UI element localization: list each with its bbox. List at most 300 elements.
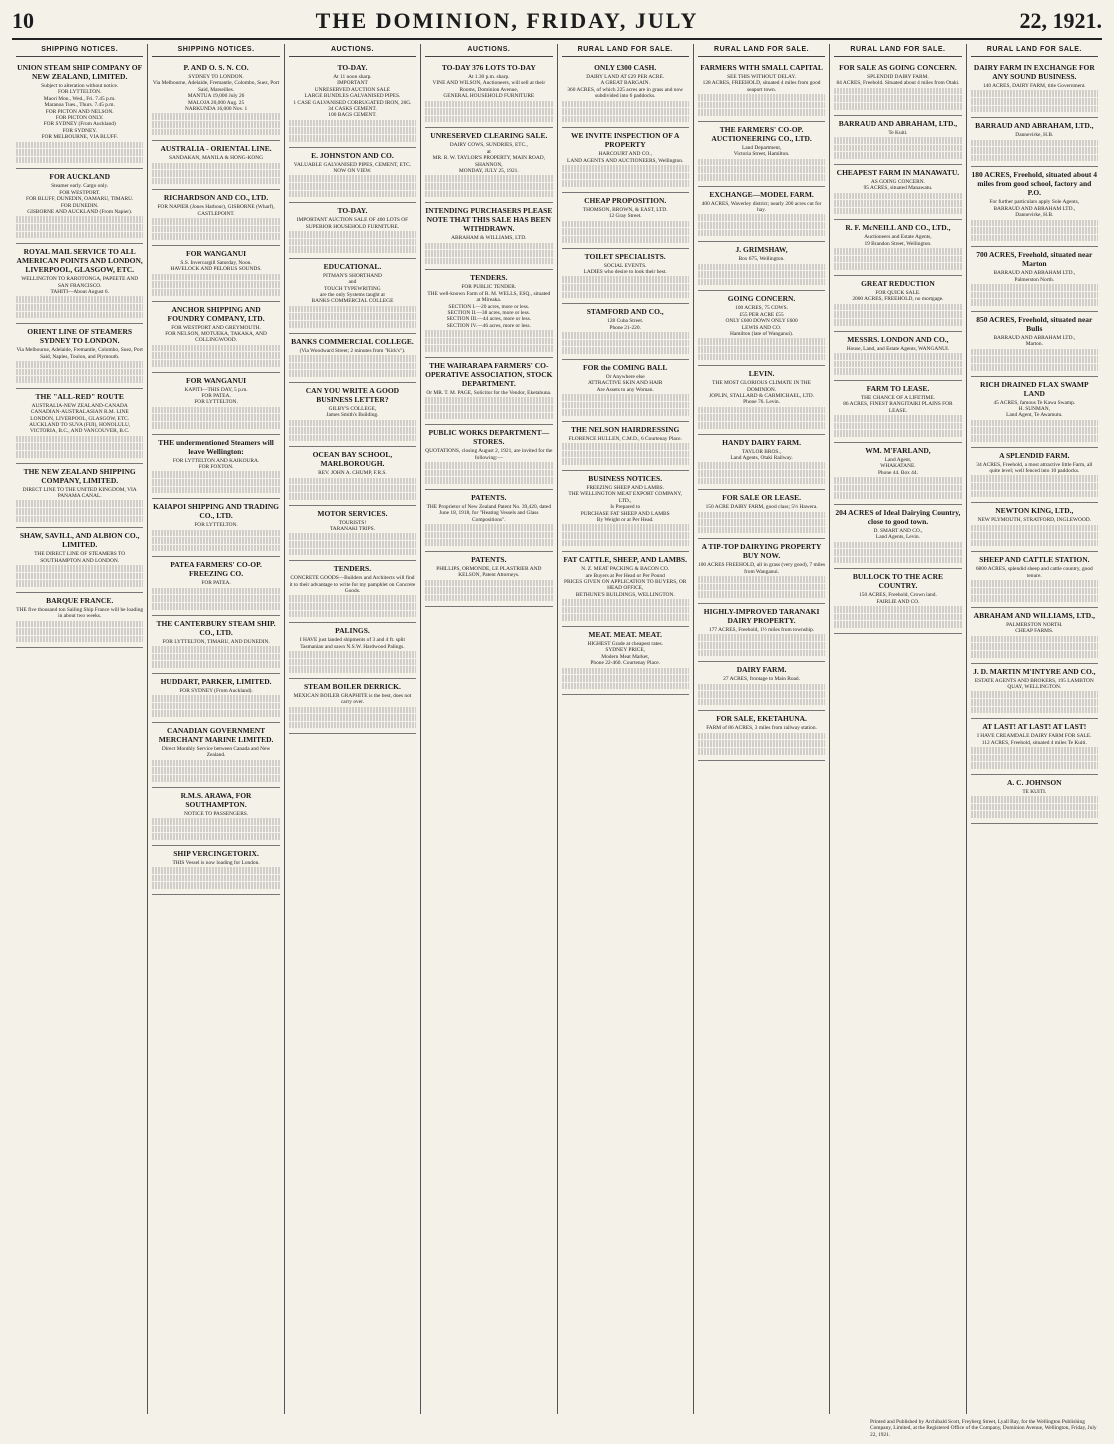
body-text-texture <box>562 276 689 283</box>
body-text-texture <box>562 458 689 465</box>
body-text-texture <box>16 157 143 164</box>
advertisement <box>289 334 416 383</box>
ad-line: LADIES who desire to look their best. <box>583 269 667 275</box>
ad-line: MANTUA 19,000 July 26 <box>187 93 245 100</box>
ad-line: Phone 44. Box 44. <box>877 469 918 476</box>
advertisement <box>152 60 279 141</box>
ad-line: Direct Monthly Service between Canada and New Zealand. <box>161 745 271 759</box>
ad-title: SHIP VERCINGETORIX. <box>173 848 259 858</box>
ad-line: Are Assets to any Woman. <box>596 386 654 393</box>
body-text-texture <box>152 178 279 185</box>
body-text-texture <box>425 405 552 412</box>
body-text-texture <box>971 707 1098 714</box>
advertisement <box>562 249 689 305</box>
ad-title: EDUCATIONAL. <box>323 261 382 271</box>
advertisement <box>834 165 961 221</box>
ad-line: FOR PUBLIC TENDER. <box>461 284 517 291</box>
ad-line: NOTICE TO PASSENGERS. <box>183 810 249 817</box>
ad-title: A SPLENDID FARM. <box>999 450 1070 460</box>
body-text-texture <box>834 415 961 422</box>
body-text-texture <box>698 576 825 583</box>
ad-line: NARKUNDA 16,000 Nov. 1 <box>184 106 248 113</box>
body-text-texture <box>289 611 416 618</box>
body-text-texture <box>16 142 143 149</box>
body-text-texture <box>971 475 1098 482</box>
body-text-texture <box>152 654 279 661</box>
advertisement <box>834 332 961 381</box>
ad-line: HAVELOCK AND PELORUS SOUNDS. <box>170 266 262 273</box>
ad-line: Subject to alteration without notice. <box>41 83 119 89</box>
body-text-texture <box>698 102 825 109</box>
ad-title: BULLOCK TO THE ACRE COUNTRY. <box>852 572 944 591</box>
advertisement <box>289 383 416 448</box>
ad-line: GILBY'S COLLEGE, <box>328 405 377 412</box>
ad-title: PATENTS. <box>471 492 507 502</box>
body-text-texture <box>698 519 825 526</box>
body-text-texture <box>698 407 825 414</box>
body-text-texture <box>698 699 825 706</box>
advertisement <box>289 259 416 334</box>
ad-line: Steamer early. Cargo only. <box>51 183 109 190</box>
body-text-texture <box>152 818 279 825</box>
ad-line: FOR WESTPORT. <box>59 189 101 196</box>
body-text-texture <box>834 606 961 613</box>
column-4 <box>421 44 557 1414</box>
ad-line: 100 ACRES FREEHOLD, all in grass (very good), 7 miles from Wanganui. <box>698 562 826 575</box>
body-text-texture <box>289 659 416 666</box>
imprint-footer: Printed and Published by Archibald Scott, Freyberg Street, Lyall Bay, for the Wellington Publishing Company, Limited, at the Registered Office of the Company, Dominion Avenue, Wellington, Friday, July 22, 1921. <box>870 1418 1097 1438</box>
body-text-texture <box>971 755 1098 762</box>
ad-line: FOR LYTTELTON. <box>194 399 238 406</box>
body-text-texture <box>562 675 689 682</box>
body-text-texture <box>152 882 279 889</box>
ad-line: are Buyers at Per Head or Per Pound <box>585 572 665 579</box>
ad-line: Maori Mon., Wed., Fri. 7.45 p.m. <box>43 95 116 102</box>
column-2 <box>148 44 284 1414</box>
advertisement <box>152 141 279 190</box>
ad-line: KAPITI—THIS DAY, 5 p.m. <box>184 386 248 393</box>
body-text-texture <box>16 621 143 628</box>
body-text-texture <box>562 394 689 401</box>
ad-line: TOURISTS! <box>338 519 367 526</box>
body-text-texture <box>289 595 416 602</box>
body-text-texture <box>562 402 689 409</box>
body-text-texture <box>698 470 825 477</box>
ad-line: N. Z. MEAT PACKING & BACON CO. <box>581 566 670 573</box>
body-text-texture <box>834 137 961 144</box>
ad-line: 19 Brandon Street, Wellington. <box>864 240 932 247</box>
ad-line: 177 ACRES, Freehold, 1½ miles from township. <box>709 626 815 633</box>
issue-date: 22, 1921. <box>1019 8 1102 33</box>
body-text-texture <box>289 651 416 658</box>
ad-title: TO-DAY. <box>337 63 368 72</box>
ad-title: STAMFORD AND CO., <box>586 307 664 317</box>
body-text-texture <box>562 173 689 180</box>
body-text-texture <box>152 233 279 240</box>
body-text-texture <box>425 250 552 257</box>
body-text-texture <box>16 451 143 458</box>
ad-line: Land Agents, Otaki Railway. <box>730 455 793 461</box>
advertisement <box>698 187 825 243</box>
body-text-texture <box>152 875 279 882</box>
ad-line: Land Department, <box>741 145 782 151</box>
advertisement <box>971 552 1098 608</box>
ad-title: FOR WANGANUI <box>186 249 247 258</box>
ad-line: Marton. <box>1025 341 1043 348</box>
column-header: RURAL LAND FOR SALE. <box>698 44 825 57</box>
advertisement <box>289 679 416 735</box>
body-text-texture <box>425 595 552 602</box>
body-text-texture <box>16 516 143 523</box>
body-text-texture <box>698 230 825 237</box>
ad-line: MALOJA 20,000 Aug. 25 <box>187 99 245 106</box>
ad-line: BARRAUD AND ABRAHAM LTD., <box>993 334 1076 341</box>
ad-title: CHEAPEST FARM IN MANAWATU. <box>836 167 960 177</box>
ad-line: THOMSON, BROWN, & EAST, LTD. <box>582 207 668 213</box>
body-text-texture <box>971 691 1098 698</box>
ad-title: SHAW, SAVILL, AND ALBION CO., LIMITED. <box>19 531 140 550</box>
body-text-texture <box>152 281 279 288</box>
body-text-texture <box>425 413 552 420</box>
body-text-texture <box>698 159 825 166</box>
ad-line: FOR DUNEDIN. <box>60 202 99 209</box>
ad-title: MESSRS. LONDON AND CO., <box>847 334 949 344</box>
body-text-texture <box>698 591 825 598</box>
ad-line: 100 ACRES, 75 COWS. <box>735 305 788 312</box>
ad-title: 180 ACRES, Freehold, situated about 4 miles from good school, factory and P.O. <box>971 170 1098 198</box>
advertisement <box>16 324 143 389</box>
body-text-texture <box>834 477 961 484</box>
ad-line: 150 ACRE DAIRY FARM, good class; 5½ Hawera. <box>705 504 818 511</box>
advertisement <box>562 471 689 552</box>
page-number: 10 <box>12 8 34 33</box>
body-text-texture <box>152 760 279 767</box>
ad-title: INTENDING PURCHASERS PLEASE NOTE THAT THIS SALE HAS BEEN WITHDRAWN. <box>425 206 553 234</box>
advertisement <box>698 291 825 366</box>
body-text-texture <box>834 95 961 102</box>
body-text-texture <box>698 354 825 361</box>
ad-title: BANKS COMMERCIAL COLLEGE. <box>291 336 414 346</box>
ad-line: SECTION I.—20 acres, more or less. <box>448 303 530 310</box>
ad-line: PHILLIPS, ORMONDE, LE PLASTRIER AND KELSON, Patent Attorneys. <box>436 565 542 579</box>
ad-title: ONLY £300 CASH. <box>594 63 657 72</box>
ad-line: LEWIS AND CO. <box>741 324 782 331</box>
body-text-texture <box>289 135 416 142</box>
ad-line: SEE THIS WITHOUT DELAY. <box>727 74 796 80</box>
body-text-texture <box>289 493 416 500</box>
ad-line: CHEAP FARMS. <box>1015 628 1054 635</box>
ad-title: RICHARDSON AND CO., LTD. <box>163 193 269 203</box>
body-text-texture <box>562 228 689 235</box>
ad-line: I HAVE CREAMDALE DAIRY FARM FOR SALE. <box>977 733 1092 740</box>
body-text-texture <box>152 537 279 544</box>
body-text-texture <box>834 200 961 207</box>
ad-title: DAIRY FARM IN EXCHANGE FOR ANY SOUND BUSINESS. <box>973 63 1095 81</box>
ad-title: FOR SALE, EKETAHUNA. <box>716 714 807 724</box>
body-text-texture <box>698 642 825 649</box>
advertisement <box>152 246 279 302</box>
body-text-texture <box>289 239 416 246</box>
column-5 <box>558 44 694 1414</box>
body-text-texture <box>152 226 279 233</box>
body-text-texture <box>971 220 1098 227</box>
ad-line: 34 CASKS CEMENT. <box>328 106 377 113</box>
ad-line: HARCOURT AND CO., <box>598 151 652 158</box>
column-header: AUCTIONS. <box>425 44 552 57</box>
body-text-texture <box>152 170 279 177</box>
body-text-texture <box>16 216 143 223</box>
ad-line: TAHITI—About August 6. <box>50 289 109 296</box>
body-text-texture <box>698 214 825 221</box>
body-text-texture <box>562 607 689 614</box>
body-text-texture <box>152 603 279 610</box>
ad-line: FREEZING SHEEP AND LAMBS. <box>586 484 665 491</box>
column-3 <box>285 44 421 1414</box>
body-text-texture <box>971 483 1098 490</box>
ad-line: Land Agent, <box>884 456 912 463</box>
ad-line: FAIRLIE AND CO. <box>876 598 920 605</box>
ad-line: DIRECT LINE TO THE UNITED KINGDOM, VIA PANAMA CANAL. <box>22 486 137 500</box>
body-text-texture <box>289 127 416 134</box>
ad-line: 128 ACRES, FREEHOLD, situated 4 miles from good seaport town. <box>702 80 821 93</box>
body-text-texture <box>971 643 1098 650</box>
advertisement <box>16 244 143 324</box>
ad-line: FOR QUICK SALE. <box>875 289 921 296</box>
body-text-texture <box>698 414 825 421</box>
advertisement <box>289 148 416 204</box>
advertisement <box>971 448 1098 504</box>
body-text-texture <box>289 666 416 673</box>
advertisement <box>971 664 1098 720</box>
ad-line: BARRAUD AND ABRAHAM LTD., <box>993 205 1076 212</box>
column-header: SHIPPING NOTICES. <box>16 44 143 57</box>
body-text-texture <box>834 485 961 492</box>
body-text-texture <box>971 796 1098 803</box>
body-text-texture <box>971 106 1098 113</box>
advertisement <box>562 422 689 471</box>
body-text-texture <box>834 423 961 430</box>
ad-line: Or MR. T. M. PAGE, Solicitor for the Vendor, Eketahuna. <box>426 390 552 397</box>
body-text-texture <box>562 236 689 243</box>
ad-line: 360 ACRES, of which 225 acres are in grass and now subdivided into 6 paddocks. <box>567 86 684 100</box>
body-text-texture <box>971 595 1098 602</box>
body-text-texture <box>834 256 961 263</box>
ad-title: THE undermentioned Steamers will leave Wellington: <box>158 437 274 456</box>
ad-line: PURCHASE FAT SHEEP AND LAMBS <box>580 510 670 517</box>
body-text-texture <box>698 733 825 740</box>
ad-line: FOR NAPIER (Jones Harbour), GISBORNE (Wharf), CASTLEPOINT. <box>157 204 275 217</box>
body-text-texture <box>16 296 143 303</box>
body-text-texture <box>152 274 279 281</box>
body-text-texture <box>16 436 143 443</box>
body-text-texture <box>971 299 1098 306</box>
body-text-texture <box>16 312 143 319</box>
body-text-texture <box>289 533 416 540</box>
body-text-texture <box>425 539 552 546</box>
body-text-texture <box>562 292 689 299</box>
advertisement <box>698 604 825 662</box>
ad-line: SECTION IV.—46 acres, more or less. <box>446 322 531 329</box>
ad-line: FOR LYTTELTON AND KAIKOURA. <box>172 457 260 464</box>
body-text-texture <box>425 338 552 345</box>
advertisement <box>152 674 279 723</box>
ad-line: FOR SYDNEY. <box>62 127 97 134</box>
body-text-texture <box>152 695 279 702</box>
body-text-texture <box>562 340 689 347</box>
ad-line: MONDAY, JULY 25, 1921. <box>458 168 519 175</box>
body-text-texture <box>152 471 279 478</box>
ad-line: at <box>486 148 491 155</box>
ad-title: THE "ALL-RED" ROUTE <box>35 391 124 401</box>
body-text-texture <box>425 243 552 250</box>
ad-line: CANADIAN-AUSTRALASIAN R.M. LINE <box>30 409 129 416</box>
body-text-texture <box>289 427 416 434</box>
body-text-texture <box>289 714 416 721</box>
body-text-texture <box>834 208 961 215</box>
ad-line: For further particulars apply Sole Agents, <box>989 199 1080 206</box>
advertisement <box>698 539 825 604</box>
advertisement <box>971 503 1098 552</box>
ad-line: FOR LYTTELTON. <box>194 522 238 529</box>
advertisement <box>971 118 1098 167</box>
ad-line: HIGHEST Grade at cheapest rates. <box>587 641 663 647</box>
ad-line: SPLENDID DAIRY FARM. <box>867 74 929 80</box>
ad-line: THE MOST GLORIOUS CLIMATE IN THE DOMINION. <box>712 380 811 393</box>
ad-line: 86 ACRES, FINEST RANGITAIKI PLAINS FOR LEASE. <box>843 401 953 414</box>
body-text-texture <box>834 88 961 95</box>
column-8 <box>967 44 1102 1414</box>
body-text-texture <box>152 479 279 486</box>
body-text-texture <box>562 614 689 621</box>
body-text-texture <box>425 175 552 182</box>
ad-line: By Weight or at Per Head. <box>596 517 654 523</box>
body-text-texture <box>289 175 416 182</box>
body-text-texture <box>971 155 1098 162</box>
body-text-texture <box>834 368 961 375</box>
body-text-texture <box>152 833 279 840</box>
ad-line: BARRAUD AND ABRAHAM LTD., <box>993 270 1076 277</box>
advertisement <box>289 60 416 148</box>
advertisement <box>16 169 143 244</box>
body-text-texture <box>698 422 825 429</box>
body-text-texture <box>16 224 143 231</box>
advertisement <box>834 276 961 332</box>
ad-title: 700 ACRES, Freehold, situated near Marton <box>976 250 1093 269</box>
ad-line: FOR LYTTELTON. <box>57 89 102 96</box>
ad-title: ROYAL MAIL SERVICE TO ALL AMERICAN POINTS AND LONDON, LIVERPOOL, GLASGOW, ETC. <box>16 247 143 275</box>
advertisement <box>16 60 143 169</box>
advertisement <box>698 60 825 122</box>
body-text-texture <box>289 183 416 190</box>
body-text-texture <box>562 451 689 458</box>
advertisement <box>971 719 1098 775</box>
body-text-texture <box>971 235 1098 242</box>
ad-title: FAT CATTLE, SHEEP, AND LAMBS. <box>563 555 687 565</box>
body-text-texture <box>425 580 552 587</box>
ad-title: GREAT REDUCTION <box>861 278 935 288</box>
ad-title: CANADIAN GOVERNMENT MERCHANT MARINE LIMITED. <box>158 725 274 744</box>
ad-line: 100 BAGS CEMENT. <box>328 112 377 119</box>
ad-title: TENDERS. <box>470 273 508 283</box>
body-text-texture <box>152 289 279 296</box>
body-text-texture <box>425 101 552 108</box>
ad-line: At 1.30 p.m. sharp. <box>468 74 510 80</box>
body-text-texture <box>971 427 1098 434</box>
body-text-texture <box>698 684 825 691</box>
body-text-texture <box>562 221 689 228</box>
body-text-texture <box>289 306 416 313</box>
ad-line: Dannevirke, H.B. <box>1015 132 1054 139</box>
body-text-texture <box>289 478 416 485</box>
body-text-texture <box>971 90 1098 97</box>
body-text-texture <box>16 443 143 450</box>
advertisement <box>152 723 279 788</box>
column-7 <box>830 44 966 1414</box>
ad-line: Phone 76. Levin. <box>743 399 780 406</box>
advertisement <box>834 60 961 116</box>
ad-line: Te Kuiti. <box>888 129 908 136</box>
ad-line: House, Land, and Estate Agents, WANGANUI. <box>846 345 950 352</box>
body-text-texture <box>834 361 961 368</box>
ad-line: GENERAL HOUSEHOLD FURNITURE <box>443 93 535 100</box>
advertisement <box>562 552 689 627</box>
body-text-texture <box>971 349 1098 356</box>
ad-title: BARRAUD AND ABRAHAM, LTD., <box>975 121 1094 131</box>
ad-title: HIGHLY-IMPROVED TARANAKI DAIRY PROPERTY. <box>703 606 820 625</box>
ad-line: WHAKATANE. <box>880 463 916 470</box>
ad-title: ABRAHAM AND WILLIAMS, LTD., <box>973 610 1095 620</box>
ad-title: ANCHOR SHIPPING AND FOUNDRY COMPANY, LTD. <box>167 304 265 323</box>
ad-line: FOR PATEA. <box>201 393 231 399</box>
body-text-texture <box>562 443 689 450</box>
body-text-texture <box>425 108 552 115</box>
advertisement <box>562 193 689 249</box>
ad-line: Box 675, Wellington. <box>738 256 785 263</box>
advertisement <box>289 623 416 679</box>
advertisement <box>425 270 552 358</box>
body-text-texture <box>834 103 961 110</box>
ad-line: 84 ACRES, Freehold. Situated about 4 miles from Otaki. <box>836 80 960 87</box>
body-text-texture <box>152 414 279 421</box>
ad-title: WM. M'FARLAND, <box>865 445 931 455</box>
ad-line: SYDNEY TO LONDON. <box>188 74 244 80</box>
body-text-texture <box>152 545 279 552</box>
ad-title: BARRAUD AND ABRAHAM, LTD., <box>838 118 958 128</box>
ad-line: Or Anywhere else <box>605 373 645 380</box>
ad-line: VALUABLE GALVANISED PIPES, CEMENT, ETC. <box>293 161 412 168</box>
advertisement <box>971 608 1098 664</box>
advertisement <box>152 435 279 500</box>
ad-title: R.M.S. ARAWA, FOR SOUTHAMPTON. <box>180 790 252 809</box>
body-text-texture <box>698 634 825 641</box>
ad-line: GISBORNE AND AUCKLAND (From Napier). <box>27 209 133 216</box>
body-text-texture <box>971 699 1098 706</box>
body-text-texture <box>16 636 143 643</box>
body-text-texture <box>562 165 689 172</box>
ad-line: AS GOING CONCERN. <box>870 178 925 185</box>
ad-line: Modern Meat Market, <box>601 653 650 660</box>
ad-line: DAIRY COWS, SUNDRIES, ETC., <box>449 142 528 149</box>
advertisement <box>152 373 279 435</box>
body-text-texture <box>562 524 689 531</box>
ad-title: THE WAIRARAPA FARMERS' CO-OPERATIVE ASSOCIATION, STOCK DEPARTMENT. <box>425 361 553 389</box>
ad-title: FOR SALE AS GOING CONCERN. <box>839 63 957 72</box>
body-text-texture <box>425 524 552 531</box>
ad-title: THE FARMERS' CO-OP. AUCTIONEERING CO., LTD. <box>711 125 812 143</box>
ad-line: Land Agent, Te Awamutu. <box>1006 412 1063 419</box>
ad-title: A. C. JOHNSON <box>1007 777 1062 787</box>
ad-line: WELLINGTON TO RAROTONGA, PAPEETE AND SAN FRANCISCO. <box>21 276 139 289</box>
